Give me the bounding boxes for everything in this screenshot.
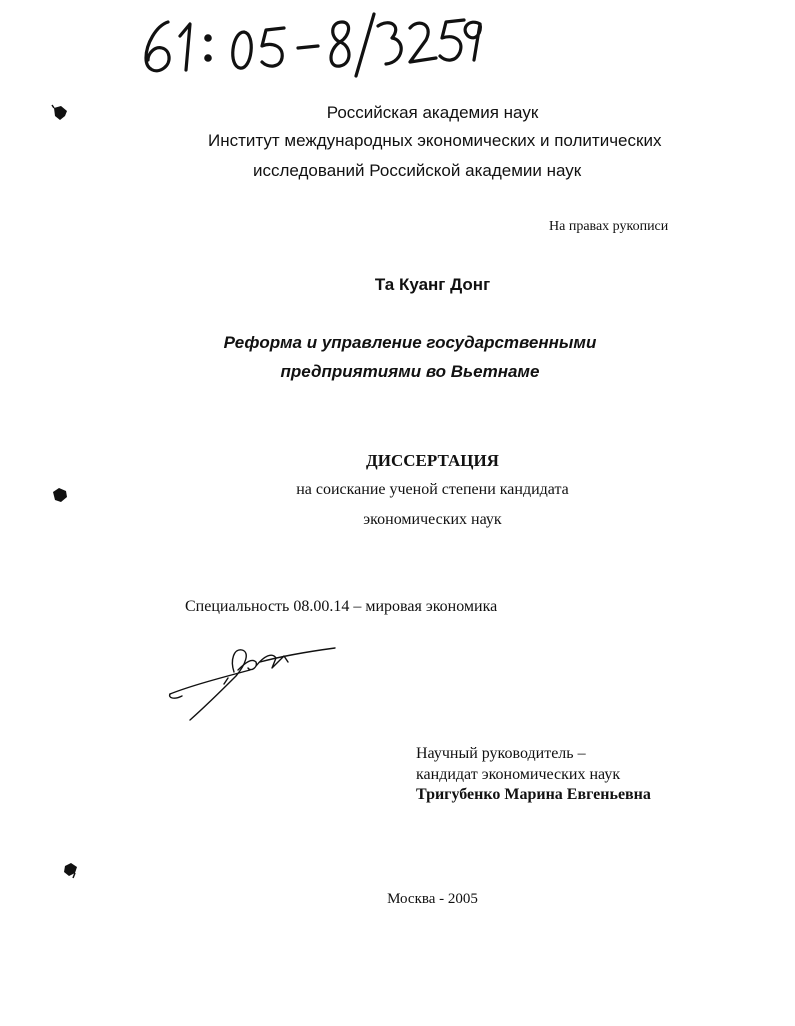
supervisor-name: Тригубенко Марина Евгеньевна	[416, 786, 651, 803]
supervisor-label: Научный руководитель –	[416, 745, 586, 762]
scan-hole-mark	[51, 486, 69, 504]
manuscript-rights-note: На правах рукописи	[549, 219, 669, 234]
dissertation-title-line1: Реформа и управление государственными	[223, 333, 597, 352]
city-year: Москва - 2005	[387, 891, 478, 907]
degree-line2: экономических наук	[363, 511, 502, 528]
specialty-line: Специальность 08.00.14 – мировая экономика	[185, 598, 498, 615]
institute-name-line1: Институт международных экономических и политических	[208, 131, 662, 150]
scan-hole-mark	[51, 104, 69, 122]
scan-hole-mark	[61, 861, 79, 879]
academy-name: Российская академия наук	[326, 103, 539, 122]
handwritten-catalog-number	[138, 10, 483, 80]
degree-line1: на соискание ученой степени кандидата	[296, 481, 569, 498]
author-name: Та Куанг Донг	[374, 275, 491, 294]
supervisor-degree: кандидат экономических наук	[416, 766, 621, 783]
dissertation-heading: ДИССЕРТАЦИЯ	[366, 451, 499, 470]
dissertation-title-line2: предприятиями во Вьетнаме	[280, 362, 540, 381]
author-signature	[160, 632, 340, 727]
institute-name-line2: исследований Российской академии наук	[253, 161, 582, 180]
